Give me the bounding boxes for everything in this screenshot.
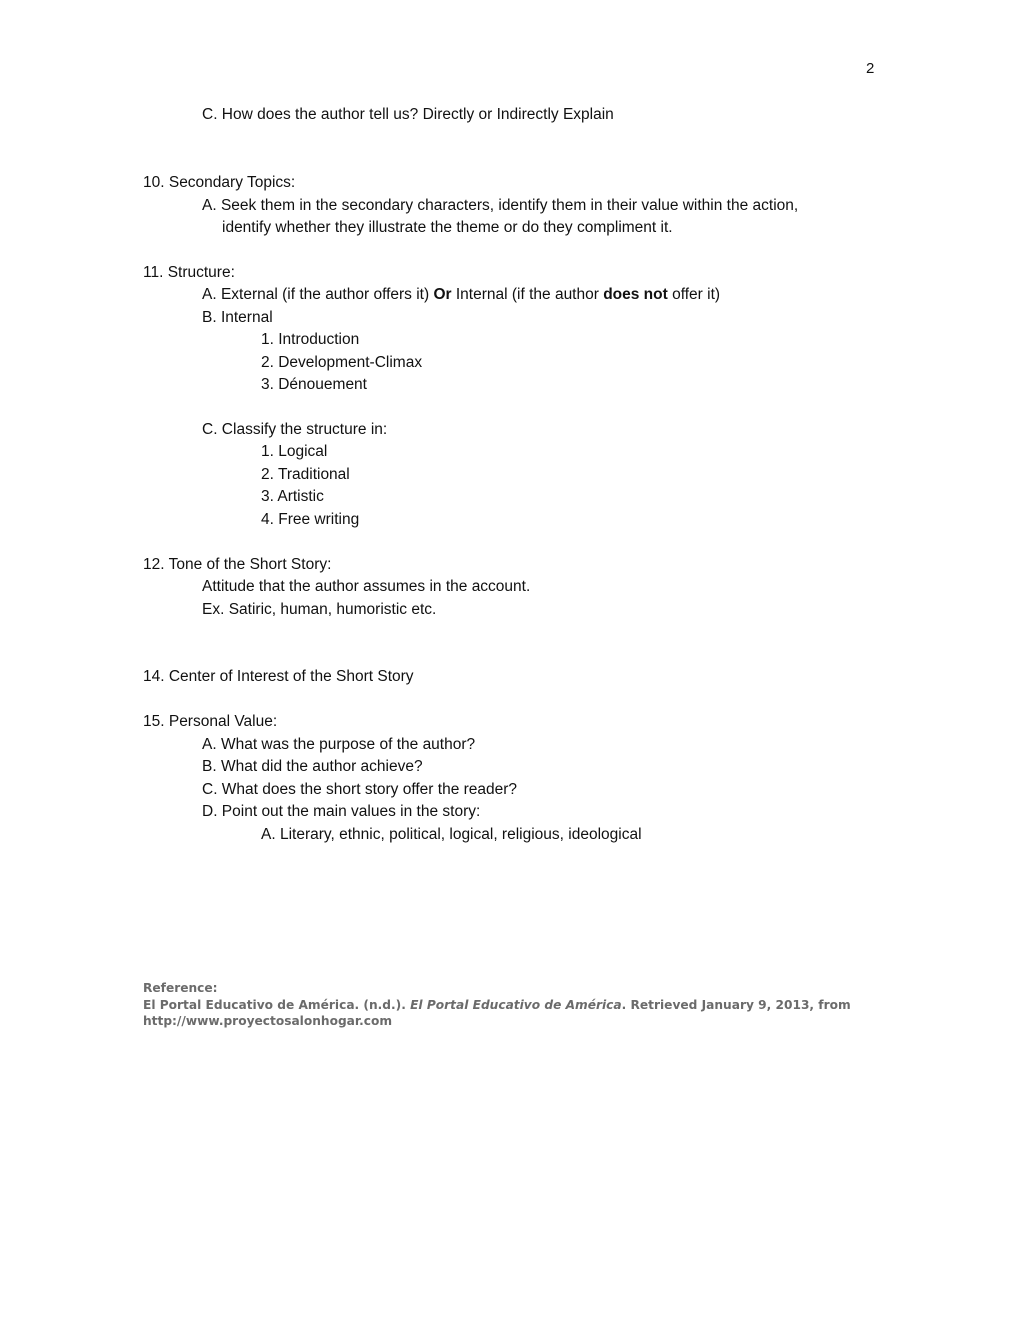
section-11-a-does-not: does not	[603, 286, 668, 303]
section-11-b-label: B. Internal	[202, 309, 273, 326]
list-item: C. What does the short story offer the reader?	[202, 781, 518, 798]
page-number: 2	[866, 60, 875, 77]
list-item: 4. Free writing	[261, 511, 360, 528]
section-15-sub-item: A. Literary, ethnic, political, logical, religious, ideological	[261, 826, 642, 843]
section-11-a-prefix: A. External (if the author offers it)	[202, 286, 434, 303]
reference-url: http://www.proyectosalonhogar.com	[143, 1014, 393, 1028]
list-item: B. What did the author achieve?	[202, 758, 423, 775]
section-12-line2: Ex. Satiric, human, humoristic etc.	[202, 601, 437, 618]
reference-title: El Portal Educativo de América	[410, 997, 622, 1012]
list-item: 2. Traditional	[261, 466, 350, 483]
section-10-a-line2: identify whether they illustrate the theme or do they compliment it.	[222, 219, 673, 236]
section-14-title: 14. Center of Interest of the Short Story	[143, 668, 414, 685]
list-item: 2. Development-Climax	[261, 354, 423, 371]
reference-citation	[143, 997, 851, 1014]
section-10-title: 10. Secondary Topics:	[143, 174, 296, 191]
list-item: 3. Artistic	[261, 488, 324, 505]
list-item: 1. Logical	[261, 443, 328, 460]
section-11-a-or: Or	[433, 286, 452, 303]
list-item: 1. Introduction	[261, 331, 360, 348]
reference-heading: Reference:	[143, 981, 218, 995]
section-11-title: 11. Structure:	[143, 264, 235, 281]
section-11-a-suffix: offer it)	[667, 286, 721, 303]
list-item: D. Point out the main values in the story:	[202, 803, 481, 820]
reference-block	[143, 980, 851, 1030]
section-12-title: 12. Tone of the Short Story:	[143, 556, 332, 573]
section-11-a-mid: Internal (if the author	[451, 286, 604, 303]
list-item: 3. Dénouement	[261, 376, 367, 393]
list-item: A. What was the purpose of the author?	[202, 736, 476, 753]
section-15-title: 15. Personal Value:	[143, 713, 278, 730]
section-11-a-line	[202, 285, 720, 305]
reference-retrieved: . Retrieved January 9, 2013, from	[621, 997, 851, 1012]
reference-source: El Portal Educativo de América. (n.d.).	[143, 997, 411, 1012]
section-10-a-line1: A. Seek them in the secondary characters, identify them in their value within the action,	[202, 197, 799, 214]
section-11-c-label: C. Classify the structure in:	[202, 421, 388, 438]
section-12-line1: Attitude that the author assumes in the account.	[202, 578, 531, 595]
section-9c-line: C. How does the author tell us? Directly or Indirectly Explain	[202, 106, 614, 123]
